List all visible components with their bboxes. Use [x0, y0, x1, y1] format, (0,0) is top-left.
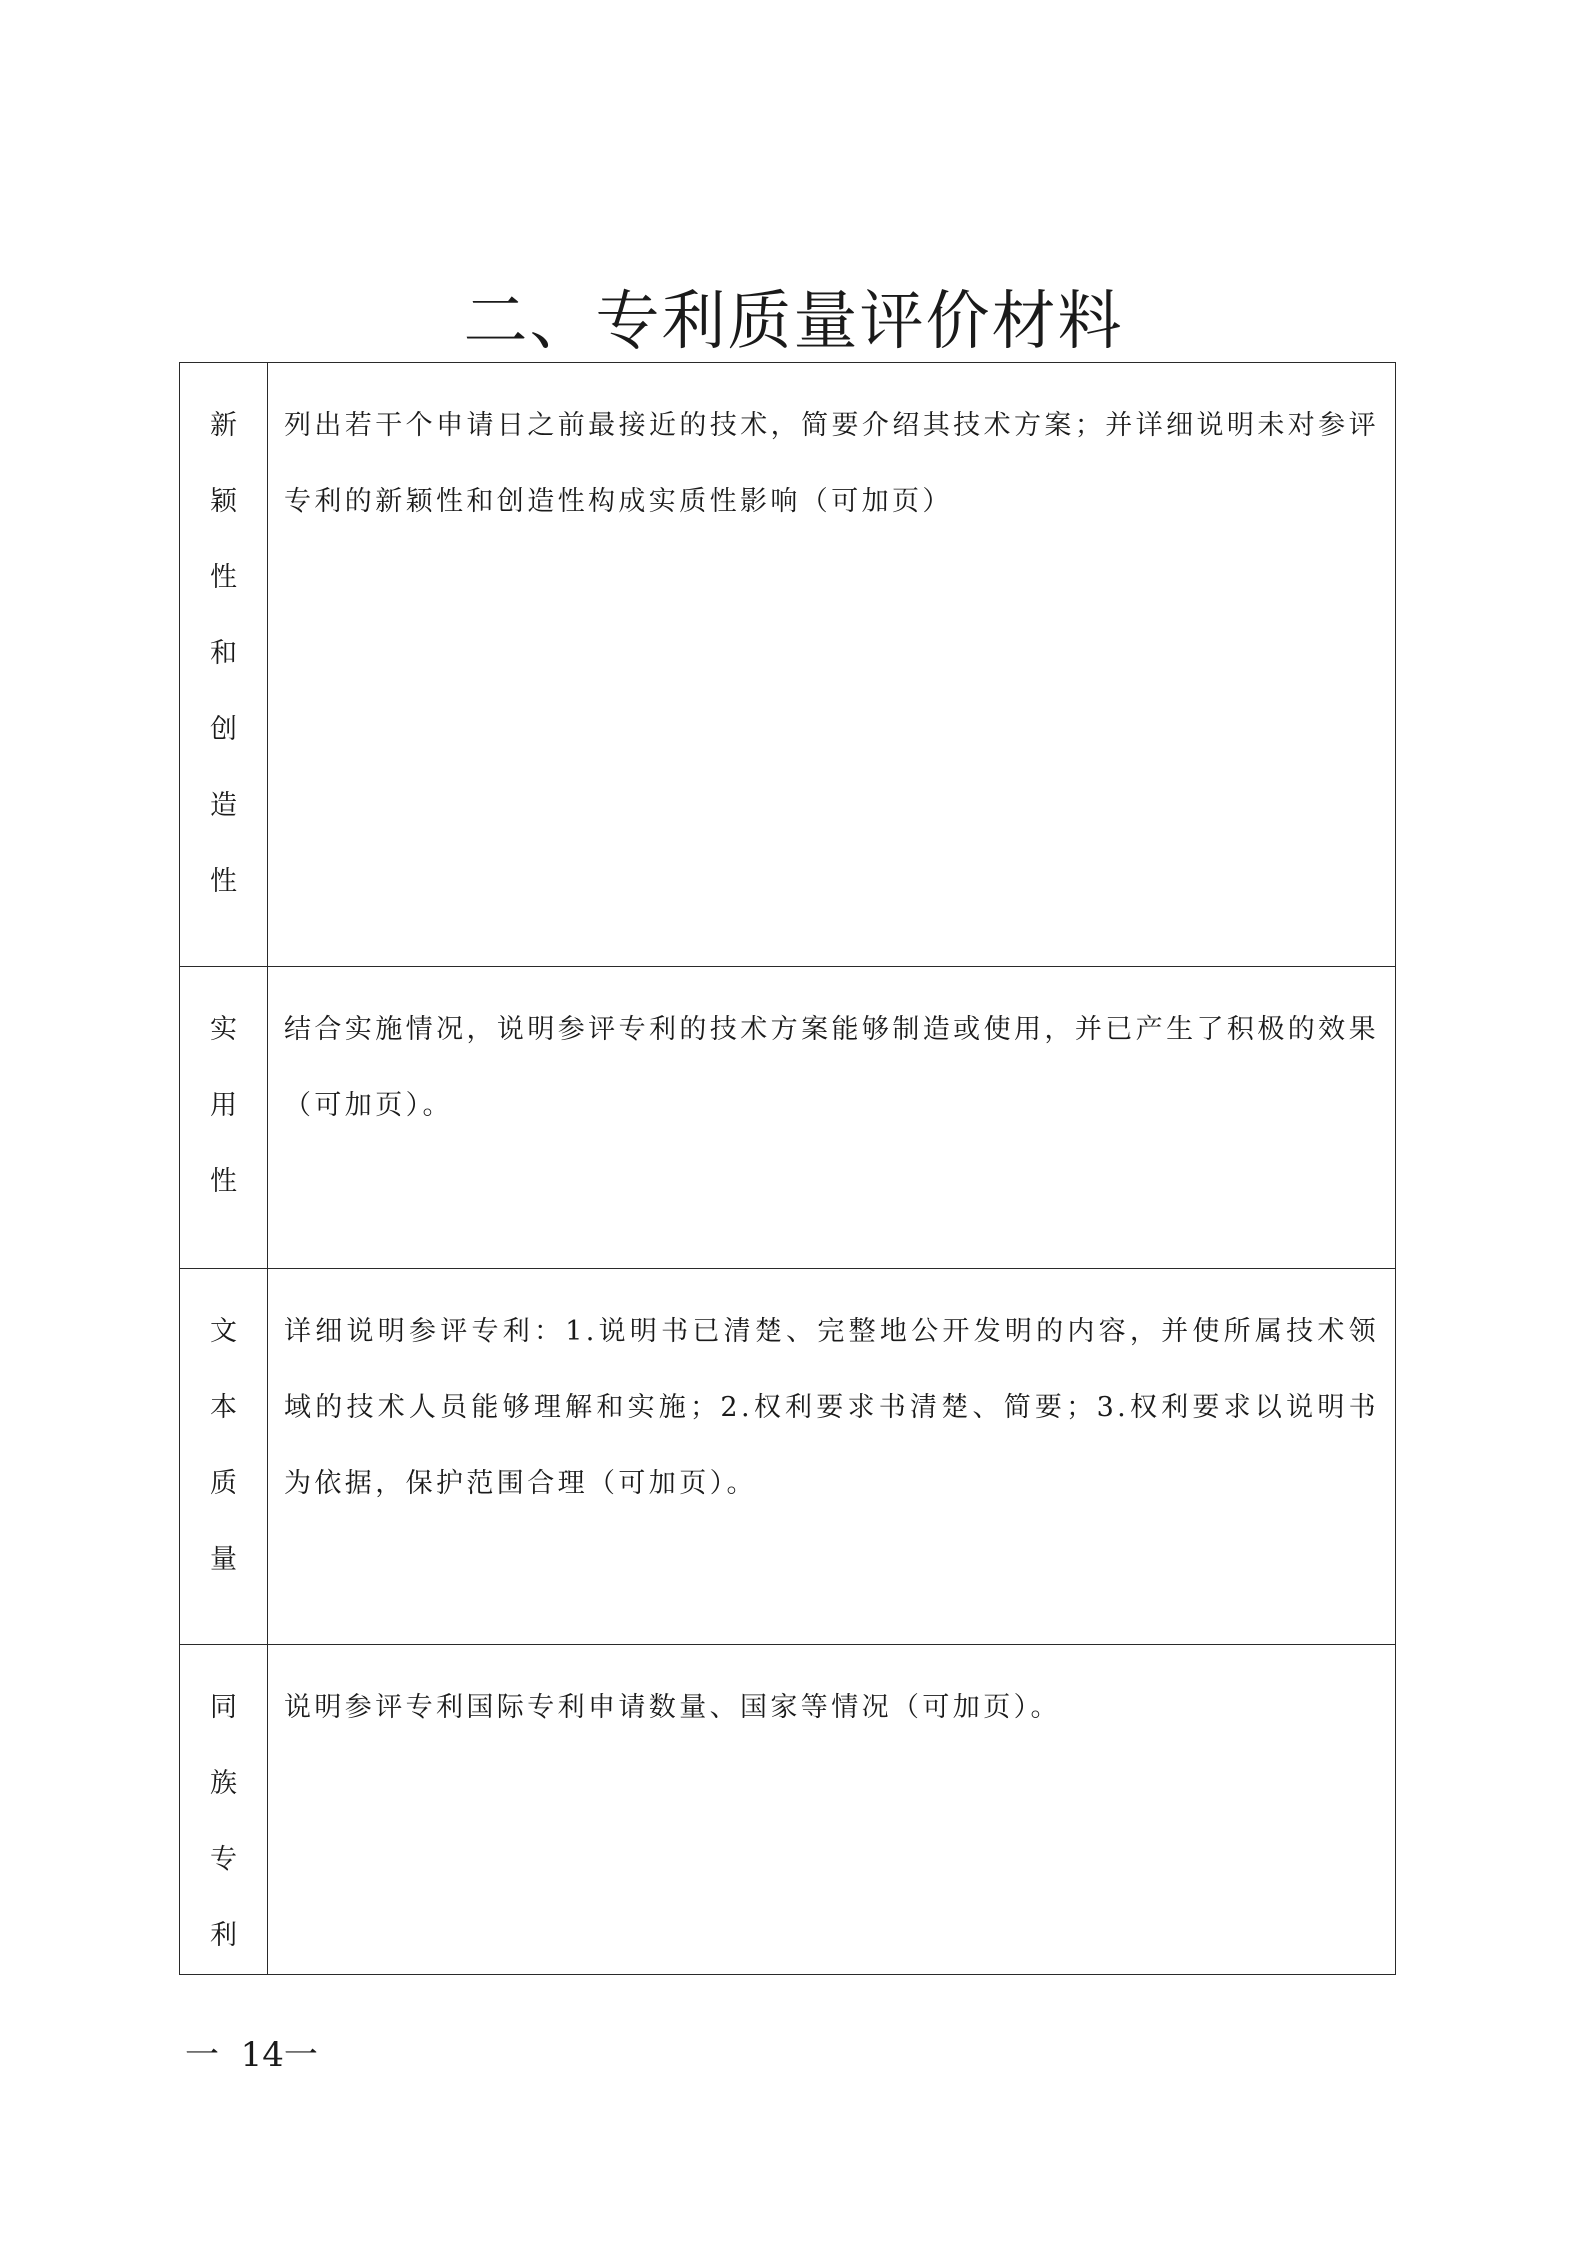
label-char: 质: [210, 1468, 237, 1499]
row-label-practicality: [180, 967, 268, 1269]
table-row-practicality: [180, 967, 1396, 1269]
label-char: 同: [210, 1692, 237, 1723]
patent-quality-form-table: [179, 362, 1396, 1975]
row-content-novelty[interactable]: [268, 363, 1396, 967]
table-row-patent-family: [180, 1645, 1396, 1975]
row-label-patent-family: [180, 1645, 268, 1975]
row-instruction-text: 结合实施情况，说明参评专利的技术方案能够制造或使用，并已产生了积极的效果（可加页）。: [284, 1014, 1379, 1121]
label-char: 用: [210, 1090, 237, 1121]
label-char: 族: [210, 1768, 237, 1799]
label-char: 性: [210, 562, 237, 593]
row-instruction-text: 说明参评专利国际专利申请数量、国家等情况（可加页）。: [284, 1692, 1061, 1723]
table-row-text-quality: [180, 1269, 1396, 1645]
row-label-novelty: [180, 363, 268, 967]
label-char: 颖: [210, 486, 237, 517]
label-char: 专: [210, 1844, 237, 1875]
label-char: 量: [210, 1544, 237, 1575]
row-instruction-text: 详细说明参评专利：1.说明书已清楚、完整地公开发明的内容，并使所属技术领域的技术人员能够理解和实施；2.权利要求书清楚、简要；3.权利要求以说明书为依据，保护范围合理（可加页）。: [284, 1316, 1379, 1499]
row-instruction-text: 列出若干个申请日之前最接近的技术，简要介绍其技术方案；并详细说明未对参评专利的新颖性和创造性构成实质性影响（可加页）: [284, 410, 1379, 517]
label-char: 创: [210, 714, 237, 745]
label-char: 文: [210, 1316, 237, 1347]
label-char: 实: [210, 1014, 237, 1045]
row-content-patent-family[interactable]: [268, 1645, 1396, 1975]
row-content-practicality[interactable]: [268, 967, 1396, 1269]
row-content-text-quality[interactable]: [268, 1269, 1396, 1645]
table-row-novelty: [180, 363, 1396, 967]
label-char: 和: [210, 638, 237, 669]
label-char: 利: [210, 1920, 237, 1951]
page-title: 二、专利质量评价材料: [463, 285, 1124, 359]
label-char: 本: [210, 1392, 237, 1423]
page-number: 一 14一: [185, 2035, 318, 2075]
label-char: 性: [210, 866, 237, 897]
row-label-text-quality: [180, 1269, 268, 1645]
label-char: 造: [210, 790, 237, 821]
label-char: 新: [210, 410, 237, 441]
label-char: 性: [210, 1166, 237, 1197]
